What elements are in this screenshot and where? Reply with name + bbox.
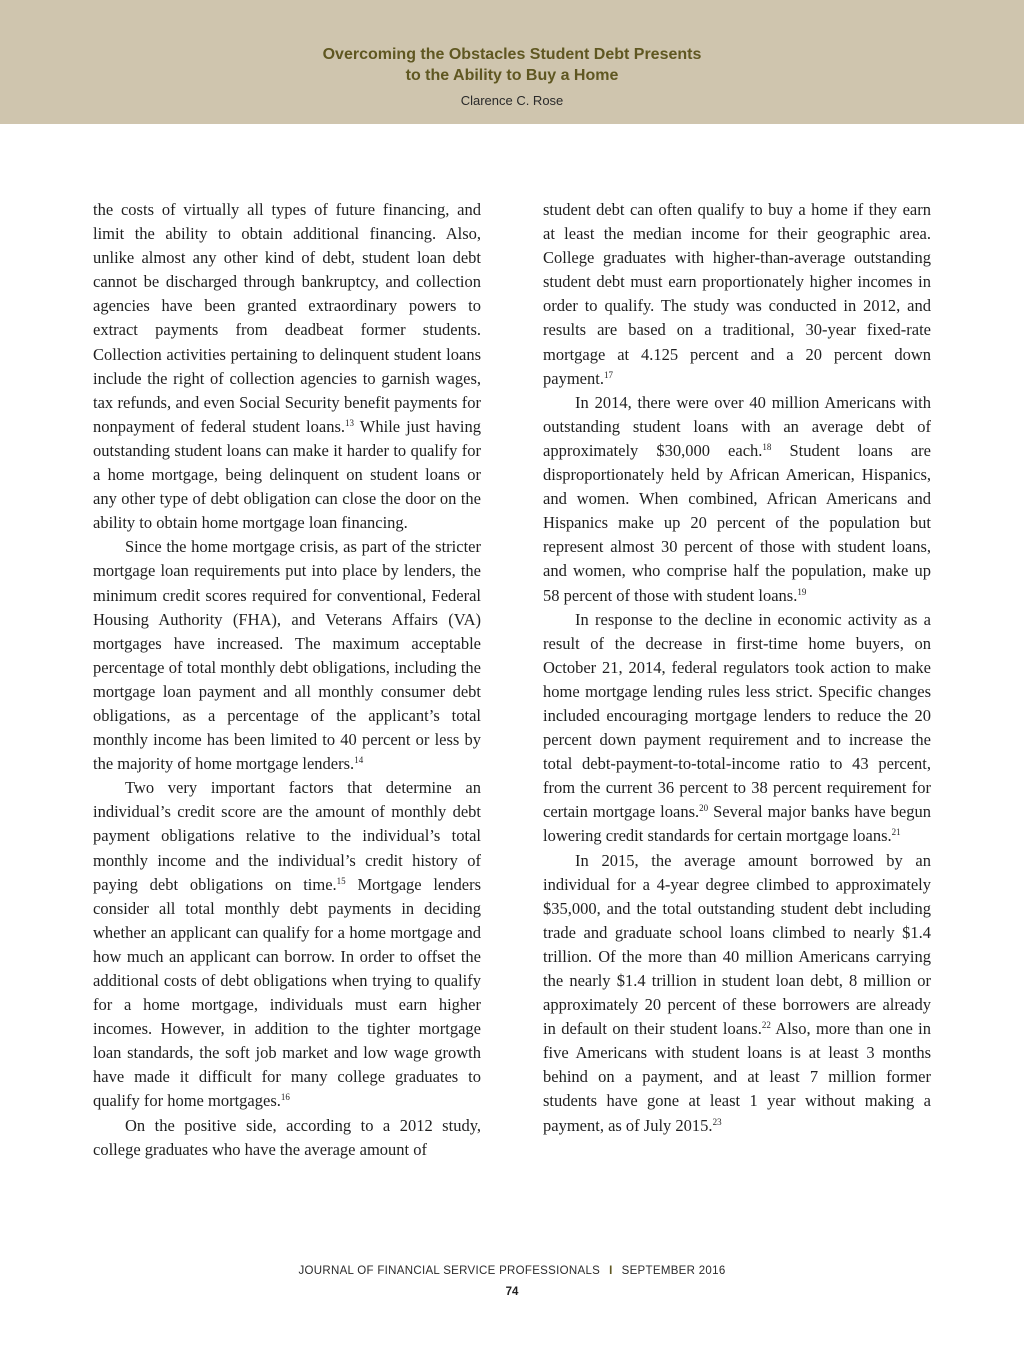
- paragraph: student debt can often qualify to buy a home if they earn at least the median income for their geographic area. College graduates with higher-than-average outstanding student debt must earn proportionately higher incomes in order to qualify. The study was conducted in 2012, and results are based on a traditional, 30-year fixed-rate mortgage at 4.125 percent and a 20 percent down payment.$^{17}$: [543, 200, 931, 388]
- paragraph: the costs of virtually all types of future financing, and limit the ability to obtain additional financing. Also, unlike almost any other kind of debt, student loan debt cannot be discharged through bankruptcy, and collection agencies have been granted extraordinary powers to extract payments from deadbeat former students. Collection activities pertaining to delinquent student loans include the right of collection agencies to garnish wages, tax refunds, and even Social Security benefit payments for nonpayment of federal student loans.$^{13}$ While just having outstanding student loans can make it harder to qualify for a home mortgage, being delinquent on student loans or any other type of debt obligation can close the door on the ability to obtain home mortgage loan financing.: [93, 200, 481, 533]
- paragraph: Two very important factors that determine an individual’s credit score are the amount of monthly debt payment obligations relative to the individual’s total monthly income and the individual’s credit history of paying debt obligations on time.$^{15}$ Mortgage lenders consider all total monthly debt payments in deciding whether an applicant can qualify for a home mortgage and how much an applicant can borrow. In order to offset the additional costs of debt obligations when trying to qualify for a home mortgage, individuals must earn higher incomes. However, in addition to the tighter mortgage loan standards, the soft job market and low wage growth have made it difficult for many college graduates to qualify for home mortgages.$^{16}$: [93, 778, 481, 1111]
- paragraph: On the positive side, according to a 2012 study, college graduates who have the average amount of: [93, 1115, 481, 1159]
- footnote-ref: 18: [762, 441, 772, 452]
- paragraph: Since the home mortgage crisis, as part of the stricter mortgage loan requirements put into place by lenders, the minimum credit scores required for conventional, Federal Housing Authority (FHA), and Veterans Affairs (VA) mortgages have increased. The maximum acceptable percentage of total monthly debt obligations, including the mortgage loan payment and all monthly consumer debt obligations, as a percentage of the applicant’s total monthly income has been limited to 40 percent or less by the majority of home mortgage lenders.$^{14}$: [93, 537, 481, 774]
- footnote-ref: 17: [603, 369, 613, 380]
- footer-separator: I: [609, 1265, 613, 1277]
- paragraph: In 2014, there were over 40 million Americans with outstanding student loans with an average debt of approximately $30,000 each.$^{18}$ Student loans are disproportionately held by African American, Hispanics, and women. When combined, African Americans and Hispanics make up 20 percent of the population but represent almost 30 percent of those with student loans, and women, who comprise half the population, make up 58 percent of those with student loans.$^{19}$: [543, 392, 931, 605]
- footnote-ref: 14: [354, 755, 364, 766]
- paragraph: In 2015, the average amount borrowed by an individual for a 4-year degree climbed to approximately $35,000, and the total outstanding student debt including trade and graduate school loans climbed to nearly $1.4 trillion. Of the more than 40 million Americans carrying the nearly $1.4 trillion in student loan debt, 8 million or approximately 20 percent of these borrowers are already in default on their student loans.$^{22}$ Also, more than one in five Americans with student loans is at least 3 months behind on a payment, and at least 7 million former students have gone at least 1 year without making a payment, as of July 2015.23: [543, 850, 932, 1135]
- footnote-ref: 16: [280, 1092, 290, 1103]
- article-title-line-1: Overcoming the Obstacles Student Debt Presents: [322, 46, 702, 63]
- footnote-ref: 13: [345, 417, 355, 428]
- footnote-ref: 23: [712, 1116, 722, 1127]
- footnote-ref: 19: [797, 586, 807, 597]
- footnote-ref: 22: [761, 1020, 771, 1031]
- right-column: [543, 198, 931, 1138]
- footnote-ref: 21: [891, 827, 901, 838]
- footnote-ref: 15: [336, 875, 346, 886]
- left-column: [93, 198, 481, 1162]
- footnote-ref: 20: [699, 803, 709, 814]
- journal-name: JOURNAL OF FINANCIAL SERVICE PROFESSIONALS: [298, 1265, 601, 1277]
- running-header: [0, 0, 1024, 124]
- article-title: [0, 44, 1024, 86]
- article-author: Clarence C. Rose: [460, 93, 564, 108]
- running-footer: [0, 1264, 1024, 1278]
- paragraph: In response to the decline in economic activity as a result of the decrease in first-time home buyers, on October 21, 2014, federal regulators took action to make home mortgage lending rules less strict. Specific changes included encouraging mortgage lenders to reduce the 20 percent down payment requirement and to increase the total debt-payment-to-total-income ratio to 43 percent, from the current 36 percent to 38 percent requirement for certain mortgage loans.$^{20}$ Several major banks have begun lowering credit standards for certain mortgage loans.$^{21}$: [543, 609, 931, 846]
- issue-date: SEPTEMBER 2016: [621, 1265, 726, 1277]
- page-number: 74: [505, 1286, 519, 1298]
- article-title-line-2: to the Ability to Buy a Home: [405, 67, 619, 84]
